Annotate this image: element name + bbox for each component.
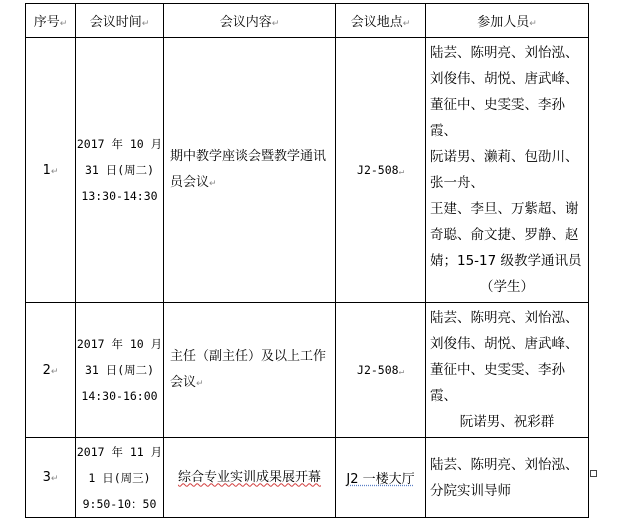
- table-resize-handle[interactable]: [590, 470, 597, 477]
- cell-no[interactable]: 3↵: [26, 438, 76, 518]
- header-no[interactable]: 序号↵: [26, 4, 76, 38]
- cell-time[interactable]: 2017 年 10 月 31 日(周二) 14:30-16:00: [76, 303, 164, 438]
- cell-content[interactable]: 综合专业实训成果展开幕: [164, 438, 336, 518]
- cell-content[interactable]: 主任（副主任）及以上工作会议↵: [164, 303, 336, 438]
- cell-no[interactable]: 1↵: [26, 38, 76, 303]
- cell-content[interactable]: 期中教学座谈会暨教学通讯员会议↵: [164, 38, 336, 303]
- cell-place[interactable]: J2-508↵: [336, 38, 426, 303]
- meeting-schedule-table: [25, 3, 589, 518]
- cell-time[interactable]: 2017 年 10 月 31 日(周二) 13:30-14:30: [76, 38, 164, 303]
- cell-people[interactable]: 陆芸、陈明亮、刘怡泓、 分院实训导师: [426, 438, 589, 518]
- table-row: [26, 38, 589, 303]
- cell-place[interactable]: J2 一楼大厅: [336, 438, 426, 518]
- cell-time[interactable]: 2017 年 11 月 1 日(周三) 9:50-10：50: [76, 438, 164, 518]
- header-row: [26, 4, 589, 38]
- header-people[interactable]: 参加人员↵: [426, 4, 589, 38]
- table-row: [26, 303, 589, 438]
- cell-people[interactable]: 陆芸、陈明亮、刘怡泓、 刘俊伟、胡悦、唐武峰、 董征中、史雯雯、李孙霞、 阮诺男、祝彩群: [426, 303, 589, 438]
- header-content[interactable]: 会议内容↵: [164, 4, 336, 38]
- header-place[interactable]: 会议地点↵: [336, 4, 426, 38]
- cell-no[interactable]: 2↵: [26, 303, 76, 438]
- header-time[interactable]: 会议时间↵: [76, 4, 164, 38]
- cell-place[interactable]: J2-508↵: [336, 303, 426, 438]
- cell-people[interactable]: 陆芸、陈明亮、刘怡泓、 刘俊伟、胡悦、唐武峰、 董征中、史雯雯、李孙霞、 阮诺男、濑莉、包劭川、 张一舟、 王建、李旦、万紫超、谢 奇聪、俞文捷、罗静、赵 婧；15-17 级教学通讯员 （学生）: [426, 38, 589, 303]
- table-row: [26, 438, 589, 518]
